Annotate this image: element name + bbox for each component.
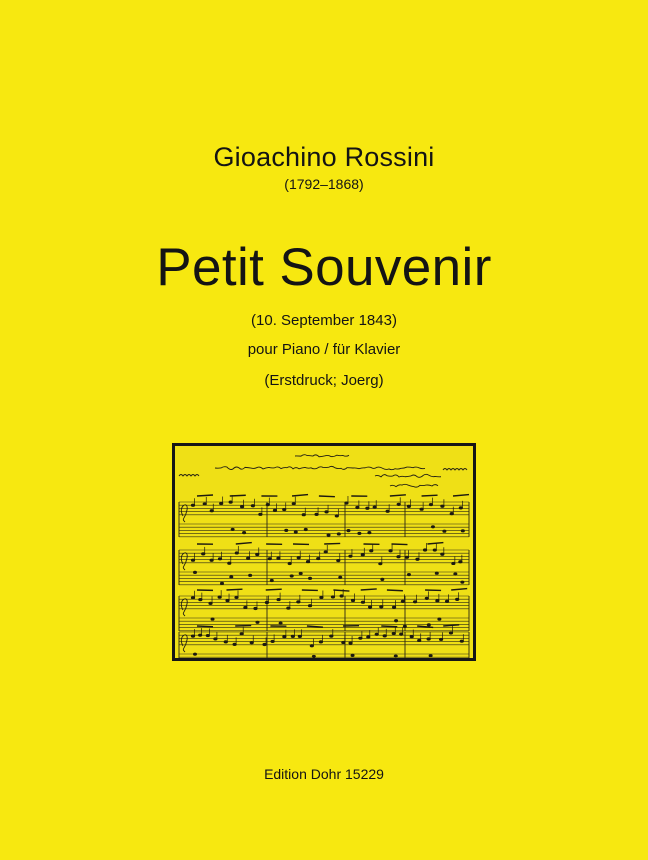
work-title: Petit Souvenir [156,238,492,297]
edition-number: Edition Dohr 15229 [264,766,384,782]
manuscript-facsimile-image [172,443,476,661]
composer-dates: (1792–1868) [284,176,364,192]
edition-note: (Erstdruck; Joerg) [264,372,384,389]
instrumentation: pour Piano / für Klavier [247,341,401,358]
composer-name: Gioachino Rossini [213,142,435,172]
handwritten-score-icon [175,446,473,658]
composition-date: (10. September 1843) [251,312,397,329]
